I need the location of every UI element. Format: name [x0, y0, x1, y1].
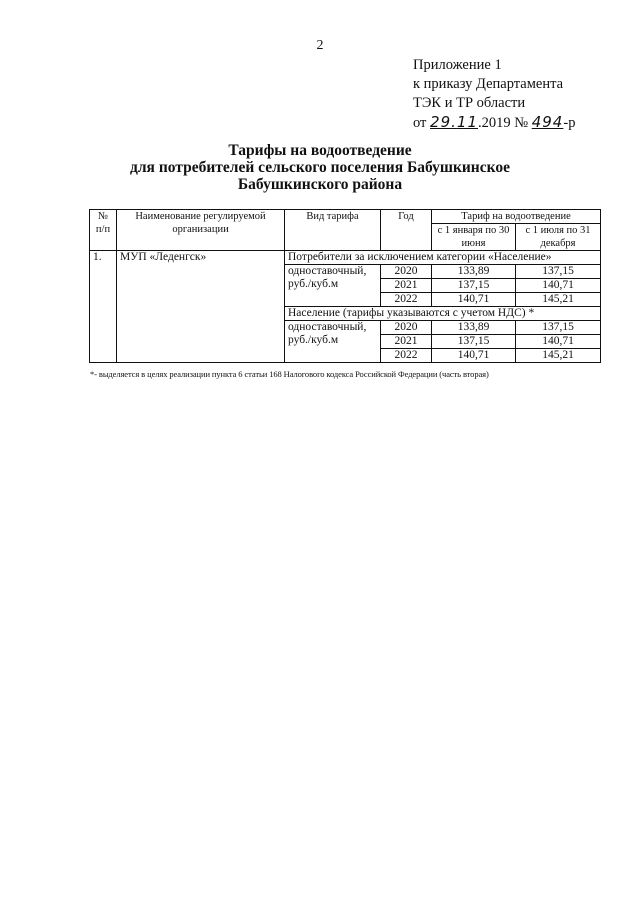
- cell-tariff-type: одноставочный, руб./куб.м: [285, 321, 381, 363]
- appendix-header: [413, 56, 575, 133]
- title-line1: Тарифы на водоотведение: [228, 142, 412, 159]
- cell-tariff-h2: 145,21: [516, 349, 601, 363]
- page-number: 2: [316, 38, 324, 53]
- date-year: .2019 №: [478, 115, 529, 131]
- cell-year: 2020: [381, 321, 432, 335]
- date-prefix: от: [413, 115, 427, 131]
- cell-tariff-h1: 137,15: [432, 335, 516, 349]
- header-tariff-type: Вид тарифа: [285, 210, 381, 251]
- appendix-line1: Приложение 1: [413, 57, 502, 73]
- table-row: [90, 251, 601, 265]
- tariff-table: [89, 209, 601, 363]
- appendix-line2: к приказу Департамента: [413, 76, 564, 92]
- title-line2: для потребителей сельского поселения Бабушкинское: [130, 159, 510, 176]
- document-title: [0, 142, 640, 193]
- cell-tariff-h2: 140,71: [516, 279, 601, 293]
- cell-year: 2020: [381, 265, 432, 279]
- header-org: Наименование регулируемой организации: [117, 210, 285, 251]
- header-year: Год: [381, 210, 432, 251]
- cell-org-name: МУП «Леденгск»: [117, 251, 285, 363]
- title-line3: Бабушкинского района: [237, 176, 403, 193]
- footnote: *- выделяется в целях реализации пункта 6 статьи 168 Налогового кодекса Российской Федерации (часть вторая): [90, 369, 489, 379]
- order-number: 494: [531, 113, 564, 131]
- cell-row-number: 1.: [90, 251, 117, 363]
- cell-tariff-h1: 140,71: [432, 293, 516, 307]
- cell-tariff-type: одноставочный, руб./куб.м: [285, 265, 381, 307]
- header-tariff: Тариф на водоотведение: [432, 210, 601, 224]
- appendix-line3: ТЭК и ТР области: [413, 95, 526, 111]
- cell-tariff-h1: 140,71: [432, 349, 516, 363]
- date-day: 29: [430, 113, 452, 131]
- cell-tariff-h2: 145,21: [516, 293, 601, 307]
- header-num: № п/п: [90, 210, 117, 251]
- cell-tariff-h2: 137,15: [516, 265, 601, 279]
- cell-category: Население (тарифы указываются с учетом НДС) *: [285, 307, 601, 321]
- date-month: 11: [456, 113, 478, 131]
- cell-tariff-h1: 133,89: [432, 321, 516, 335]
- cell-year: 2022: [381, 349, 432, 363]
- header-period1: с 1 января по 30 июня: [432, 224, 516, 251]
- cell-tariff-h2: 137,15: [516, 321, 601, 335]
- order-suffix: -р: [563, 115, 576, 131]
- cell-year: 2021: [381, 279, 432, 293]
- cell-year: 2021: [381, 335, 432, 349]
- cell-year: 2022: [381, 293, 432, 307]
- date-separator: .: [451, 113, 457, 131]
- cell-tariff-h1: 137,15: [432, 279, 516, 293]
- cell-tariff-h1: 133,89: [432, 265, 516, 279]
- header-period2: с 1 июля по 31 декабря: [516, 224, 601, 251]
- appendix-date-line: [413, 113, 575, 133]
- cell-tariff-h2: 140,71: [516, 335, 601, 349]
- cell-category: Потребители за исключением категории «Население»: [285, 251, 601, 265]
- table-header-row: [90, 210, 601, 224]
